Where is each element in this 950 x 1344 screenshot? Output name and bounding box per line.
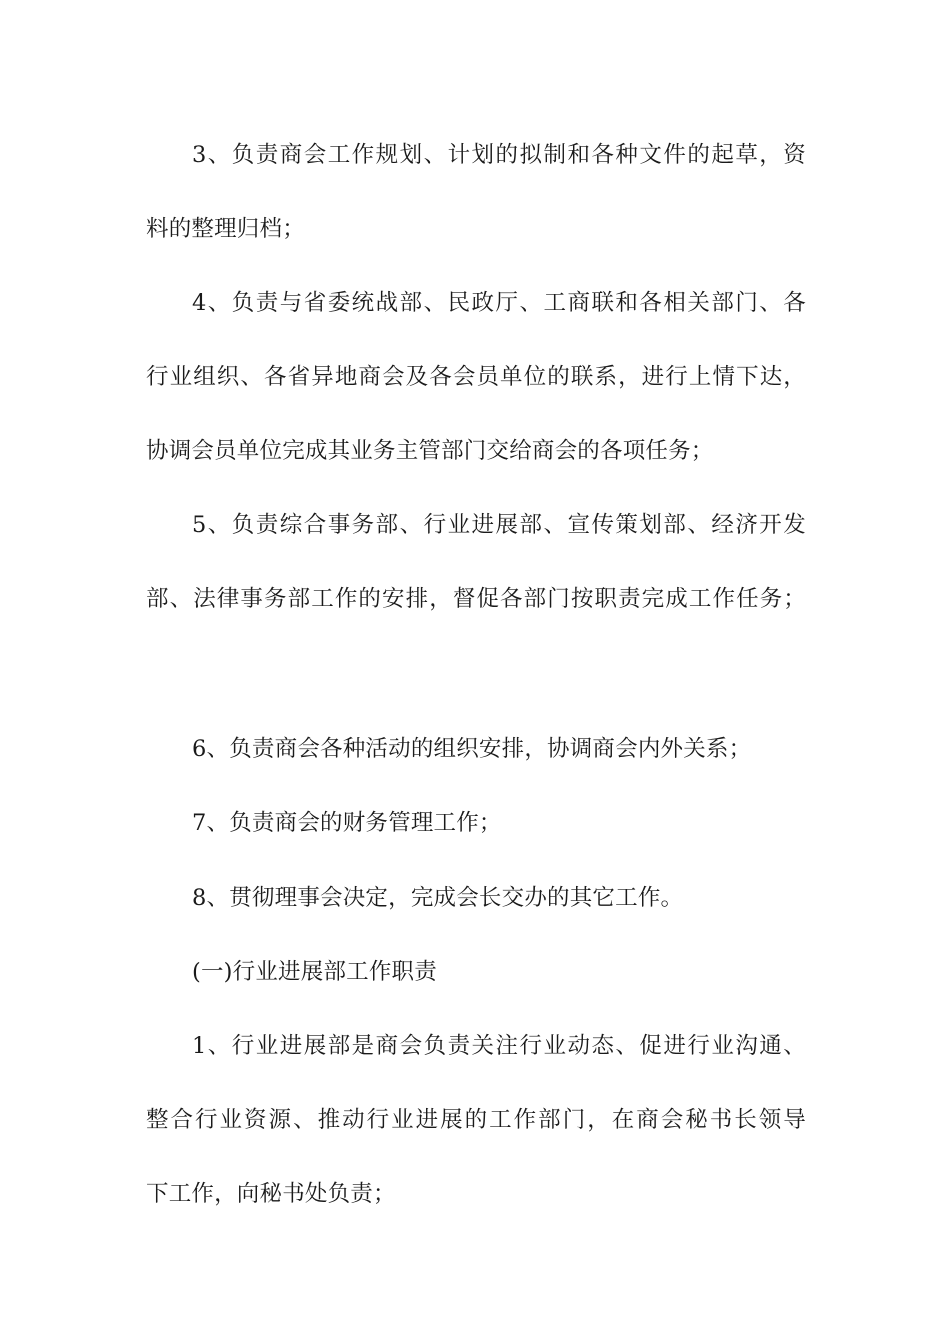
paragraph-8: 8、贯彻理事会决定，完成会长交办的其它工作。 (192, 885, 684, 911)
section-paragraph-1-line-1: 1、行业进展部是商会负责关注行业动态、促进行业沟通、 (192, 1033, 806, 1059)
paragraph-4-line-2: 行业组织、各省异地商会及各会员单位的联系，进行上情下达， (146, 364, 806, 390)
paragraph-4-line-3: 协调会员单位完成其业务主管部门交给商会的各项任务； (146, 438, 714, 464)
paragraph-4-line-1: 4、负责与省委统战部、民政厅、工商联和各相关部门、各 (192, 290, 806, 316)
section-heading: (一)行业进展部工作职责 (192, 959, 437, 985)
paragraph-6: 6、负责商会各种活动的组织安排，协调商会内外关系； (192, 736, 752, 762)
paragraph-7: 7、负责商会的财务管理工作； (192, 810, 502, 836)
paragraph-5-line-1: 5、负责综合事务部、行业进展部、宣传策划部、经济开发 (192, 512, 806, 538)
section-paragraph-1-line-2: 整合行业资源、推动行业进展的工作部门，在商会秘书长领导 (146, 1107, 806, 1133)
paragraph-3-line-1: 3、负责商会工作规划、计划的拟制和各种文件的起草，资 (192, 142, 806, 168)
paragraph-5-line-2: 部、法律事务部工作的安排，督促各部门按职责完成工作任务； (146, 586, 806, 612)
paragraph-3-line-2: 料的整理归档； (146, 216, 305, 242)
section-paragraph-1-line-3: 下工作，向秘书处负责； (146, 1181, 396, 1207)
